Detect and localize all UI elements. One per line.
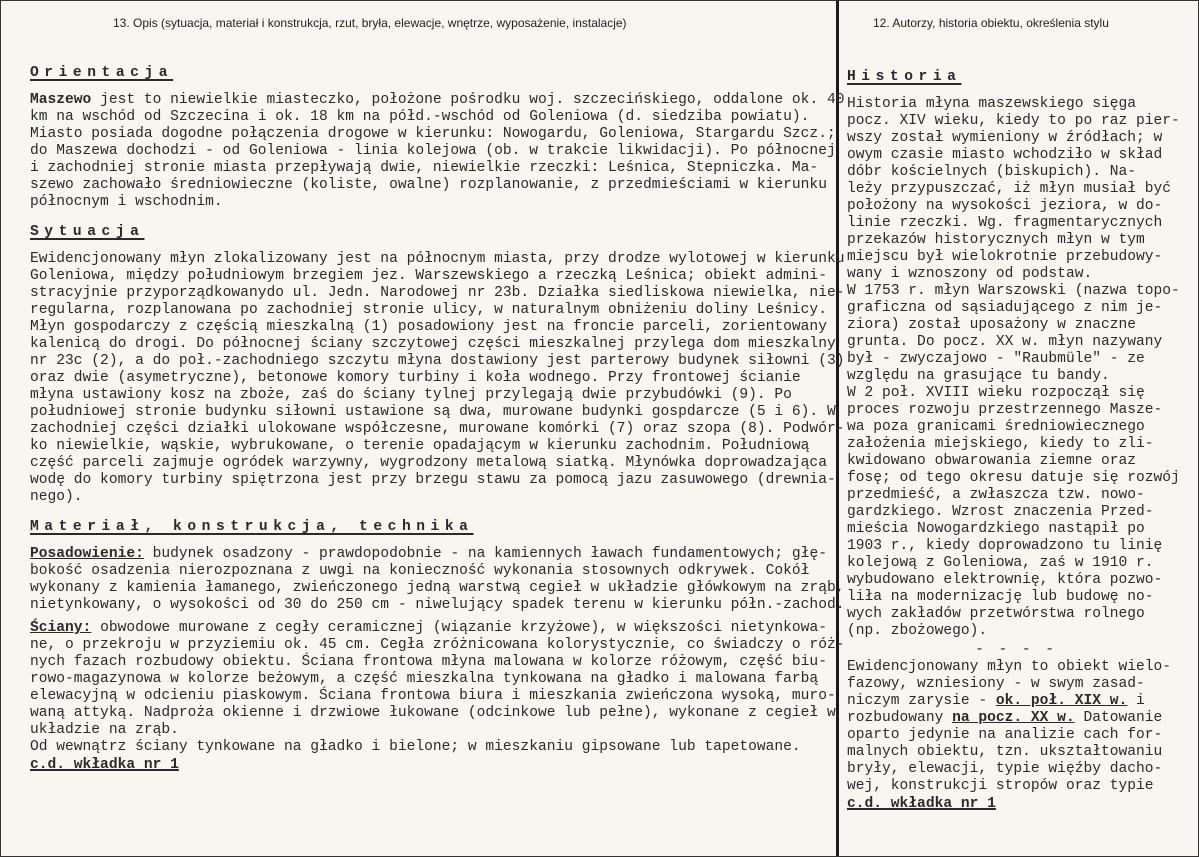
line-text: zachodniej części działki ulokowane współczesne, murowane komórki (7) oraz szopa (8). Podwór- [30, 421, 845, 437]
text-line [30, 251, 845, 268]
text-line [847, 317, 1185, 334]
text-line [847, 521, 1185, 538]
text-line [847, 283, 1185, 300]
line-text: wszy został wymieniony w źródłach; w [847, 130, 1163, 146]
description-column-header: 13. Opis (sytuacja, materiał i konstrukcja, rzut, bryła, elewacje, wnętrze, wyposażenie, instalacje) [113, 16, 627, 30]
text-line [847, 402, 1185, 419]
line-text: wybudowano elektrownię, która pozwo- [847, 572, 1163, 588]
line-text: wych zakładów przetwórstwa rolnego [847, 606, 1145, 622]
line-text: W 2 poł. XVIII wieku rozpoczął się [847, 385, 1145, 401]
text-line [847, 113, 1185, 130]
section-label: Ściany: [30, 620, 92, 636]
line-text: graficzna od sąsiadującego z nim je- [847, 300, 1163, 316]
text-line [30, 654, 830, 671]
text-line [847, 266, 1185, 283]
line-text: nego). [30, 489, 83, 505]
line-text: fosę; od tego okresu datuje się rozwój [847, 470, 1180, 486]
line-text: bokość osadzenia nierozpoznana z uwgi na konieczność wykonania stosownych odkrywek. Cokół [30, 563, 810, 579]
line-text: rozbudowany [847, 710, 953, 726]
text-line [30, 620, 830, 637]
assessment-text [847, 659, 1185, 795]
line-text: wej, konstrukcji stropów oraz typie [847, 778, 1154, 794]
text-line [847, 334, 1185, 351]
line-text: był - zwyczajowo - "Raubmüle" - ze [847, 351, 1145, 367]
line-text: nych fazach rozbudowy obiektu. Ściana frontowa młyna malowana w kolorze różowym, część biu- [30, 654, 827, 670]
text-line [847, 727, 1185, 744]
text-line [847, 181, 1185, 198]
line-text: miejscu był wielokrotnie przebudowy- [847, 249, 1163, 265]
separator-dashes: - - - - [975, 642, 1057, 658]
line-text: Historia młyna maszewskiego sięga [847, 96, 1137, 112]
line-text: przekazów historycznych młyn w tym [847, 232, 1145, 248]
line-text: układzie na zrąb. [30, 722, 179, 738]
text-line [30, 472, 836, 489]
line-text: mieścia Nowogardzkiego nastąpił po [847, 521, 1145, 537]
line-text: W 1753 r. młyn Warszowski (nazwa topo- [847, 283, 1180, 299]
line-text: część parceli zajmuje ogródek warzywny, wygrodzony metalową siatką. Młynówka doprowadzająca [30, 455, 827, 471]
text-line [847, 249, 1185, 266]
line-text: kwidowano obwarowania ziemne oraz [847, 453, 1137, 469]
text-line [30, 580, 845, 597]
text-line [847, 761, 1185, 778]
line-text: położony na wysokości jeziora, w do- [847, 198, 1163, 214]
line-text: i [1127, 693, 1145, 709]
walls-text [30, 620, 845, 756]
date-emphasis: na pocz. XX w. [952, 710, 1075, 726]
situation-heading: Sytuacja [30, 224, 145, 240]
line-text: szewo zachowało średniowieczne (koliste, owalne) rozplanowanie, z przedmieściami w kierunku [30, 177, 827, 193]
text-line [30, 404, 836, 421]
continued-note-left: c.d. wkładka nr 1 [30, 757, 179, 773]
line-text: wany i wznoszony od podstaw. [847, 266, 1093, 282]
text-line [847, 623, 1185, 640]
history-heading: Historia [847, 69, 962, 85]
text-line [847, 351, 1185, 368]
text-line [30, 722, 830, 739]
orientation-text [30, 92, 845, 211]
text-line [847, 436, 1185, 453]
line-text: Datowanie [1074, 710, 1163, 726]
line-text: niczym zarysie - [847, 693, 996, 709]
text-line [847, 538, 1185, 555]
text-line [30, 194, 830, 211]
continued-note-right: c.d. wkładka nr 1 [847, 796, 996, 812]
date-emphasis: ok. poł. XIX w. [995, 693, 1128, 709]
line-text: oraz dwie (asymetryczne), betonowe komory turbiny i koła wodnego. Przy frontowej ścianie [30, 370, 801, 386]
line-text: do Maszewa dochodzi - od Goleniowa - linia kolejowa (ob. w trakcie likwidacji). Po północnej [30, 143, 836, 159]
text-line [847, 710, 1185, 727]
line-text: Od wewnątrz ściany tynkowane na gładko i bielone; w mieszkaniu gipsowane lub tapetowane. [30, 739, 801, 755]
text-line [30, 353, 845, 370]
text-line [847, 572, 1185, 589]
text-line [847, 555, 1185, 572]
history-column-header: 12. Autorzy, historia obiektu, określenia stylu [873, 16, 1109, 30]
line-text: stracyjnie przyporządkowanydo ul. Jedn. Narodowej nr 23b. Działka siedliskowa niewielka, nie- [30, 285, 845, 301]
text-line [847, 198, 1185, 215]
description-column [30, 65, 845, 774]
text-line [847, 300, 1185, 317]
place-name: Maszewo [30, 92, 92, 108]
text-line [30, 739, 830, 756]
orientation-heading: Orientacja [30, 65, 174, 81]
line-text: młyna ustawiony kosz na zboże, zaś do ściany tylnej przylegają dwie przybudówki (9). Po [30, 387, 792, 403]
text-line [30, 319, 830, 336]
line-text: założenia miejskiego, kiedy to zli- [847, 436, 1154, 452]
line-text: Miasto posiada dogodne połączenia drogowe w kierunku: Nowogardu, Goleniowa, Stargardu Szcz.; [30, 126, 836, 142]
line-text: wykonany z kamienia łamanego, zwieńczonego jedną warstwą cegieł w układzie główkowym na zrąb, [30, 580, 845, 596]
line-text: gardzkiego. Wzrost znaczenia Przed- [847, 504, 1154, 520]
text-line [847, 676, 1185, 693]
text-line [847, 487, 1185, 504]
text-line [30, 370, 830, 387]
line-text: oparto jedynie na analizie cach for- [847, 727, 1163, 743]
text-line [30, 109, 830, 126]
text-line [30, 177, 830, 194]
text-line [30, 597, 845, 614]
line-text: regularna, rozplanowana po zachodniej stronie ulicy, w naturalnym obniżeniu doliny Leśnicy. [30, 302, 827, 318]
text-line [847, 130, 1185, 147]
line-text: linie rzeczki. Wg. fragmentarycznych [847, 215, 1163, 231]
text-line [30, 143, 836, 160]
text-line [30, 671, 830, 688]
line-text: leży przypuszczać, iż młyn musiał być [847, 181, 1172, 197]
line-text: jest to niewielkie miasteczko, położone pośrodku woj. szczecińskiego, oddalone ok. 40 [91, 92, 845, 108]
text-line [30, 302, 830, 319]
foundation-text [30, 546, 845, 614]
line-text: proces rozwoju przestrzennego Masze- [847, 402, 1163, 418]
line-text: kalenicą do drogi. Do północnej ściany szczytowej części mieszkalnej przylega dom mieszkalny [30, 336, 836, 352]
text-line [30, 268, 830, 285]
text-line [30, 336, 836, 353]
material-heading: Materiał, konstrukcja, technika [30, 519, 474, 535]
line-text: 1903 r., kiedy doprowadzono tu linię [847, 538, 1163, 554]
text-line [30, 455, 830, 472]
situation-text [30, 251, 845, 506]
text-line [30, 387, 830, 404]
text-line [847, 215, 1185, 232]
text-line [30, 160, 830, 177]
text-line [30, 489, 830, 506]
text-line [30, 438, 830, 455]
text-line [847, 778, 1185, 795]
text-line [30, 688, 836, 705]
text-line [847, 419, 1185, 436]
line-text: ko niewielkie, wąskie, wybrukowane, o terenie opadającym w kierunku zachodnim. Południową [30, 438, 810, 454]
line-text: Goleniowa, między południowym brzegiem jez. Warszewskiego a rzeczką Leśnica; obiekt admini- [30, 268, 827, 284]
line-text: waną attyką. Nadproża okienne i drzwiowe łukowane (odcinkowe lub pełne), wykonane z cegieł w [30, 705, 836, 721]
line-text: malnych obiektu, tzn. ukształtowaniu [847, 744, 1163, 760]
text-line [847, 368, 1185, 385]
text-line [847, 164, 1185, 181]
line-text: budynek osadzony - prawdopodobnie - na kamiennych ławach fundamentowych; głę- [143, 546, 827, 562]
line-text: przedmieść, a zwłaszcza tzw. nowo- [847, 487, 1145, 503]
text-line [847, 504, 1185, 521]
text-line [847, 96, 1185, 113]
line-text: południowej stronie budynku siłowni ustawione są dwa, murowane budynki gospdarcze (5 i 6). W [30, 404, 836, 420]
text-line [847, 385, 1185, 402]
line-text: nietynkowany, o wysokości od 30 do 250 cm - niwelujący spadek terenu w kierunku półn.-zachod. [30, 597, 845, 613]
text-line [847, 659, 1185, 676]
text-line [30, 546, 830, 563]
history-column [847, 69, 1185, 813]
line-text: km na wschód od Szczecina i ok. 18 km na półd.-wschód od Goleniowa (d. siedziba powiatu). [30, 109, 810, 125]
text-line [847, 147, 1185, 164]
line-text: i zachodniej stronie miasta przepływają dwie, niewielkie rzeczki: Leśnica, Stepniczka. Ma- [30, 160, 819, 176]
line-text: względu na grasujące tu bandy. [847, 368, 1110, 384]
line-text: północnym i wschodnim. [30, 194, 223, 210]
line-text: (np. zbożowego). [847, 623, 988, 639]
text-line [30, 637, 845, 654]
line-text: wodę do komory turbiny spiętrzona jest przy brzegu stawu za pomocą jazu zasuwowego (drewnia- [30, 472, 836, 488]
text-line [30, 421, 845, 438]
text-line [847, 589, 1185, 606]
line-text: nr 23c (2), a do poł.-zachodniego szczytu młyna dostawiony jest parterowy budynek siłowni (3) [30, 353, 845, 369]
line-text: obwodowe murowane z cegły ceramicznej (wiązanie krzyżowe), w większości nietynkowa- [91, 620, 827, 636]
line-text: pocz. XIV wieku, kiedy to po raz pier- [847, 113, 1180, 129]
text-line [30, 285, 845, 302]
history-text [847, 96, 1185, 640]
text-line [847, 693, 1185, 710]
text-line [847, 606, 1185, 623]
line-text: dóbr kościelnych (biskupich). Na- [847, 164, 1137, 180]
line-text: Ewidencjonowany młyn to obiekt wielo- [847, 659, 1172, 675]
text-line [847, 232, 1185, 249]
line-text: ne, o przekroju w przyziemiu ok. 45 cm. Cegła zróżnicowana kolorystycznie, co świadczy o róż- [30, 637, 845, 653]
line-text: ziora) został uposażony w znaczne [847, 317, 1137, 333]
text-line [30, 705, 836, 722]
text-line [30, 92, 845, 109]
line-text: owym czasie miasto wchodziło w skład [847, 147, 1163, 163]
text-line [847, 470, 1185, 487]
line-text: Ewidencjonowany młyn zlokalizowany jest na północnym miasta, przy drodze wylotowej w kierunku [30, 251, 845, 267]
line-text: Młyn gospodarczy z częścią mieszkalną (1) posadowiony jest na froncie parceli, zorientowany [30, 319, 827, 335]
section-label: Posadowienie: [30, 546, 144, 562]
text-line [847, 453, 1185, 470]
line-text: fazowy, wzniesiony - w swym zasad- [847, 676, 1145, 692]
line-text: wa poza granicami średniowiecznego [847, 419, 1145, 435]
text-line [30, 126, 836, 143]
text-line [847, 744, 1185, 761]
line-text: bryły, elewacji, typie więźby dacho- [847, 761, 1163, 777]
line-text: grunta. Do pocz. XX w. młyn nazywany [847, 334, 1163, 350]
line-text: elewacyjną w odcieniu piaskowym. Ściana frontowa biura i mieszkania zwieńczona wysoką, muro- [30, 688, 836, 704]
line-text: kolejową z Goleniowa, zaś w 1910 r. [847, 555, 1154, 571]
text-line [30, 563, 830, 580]
line-text: liła na modernizację lub budowę no- [847, 589, 1154, 605]
line-text: rowo-magazynowa w kolorze beżowym, a część mieszkalna tynkowana na gładko i malowana farbą [30, 671, 819, 687]
